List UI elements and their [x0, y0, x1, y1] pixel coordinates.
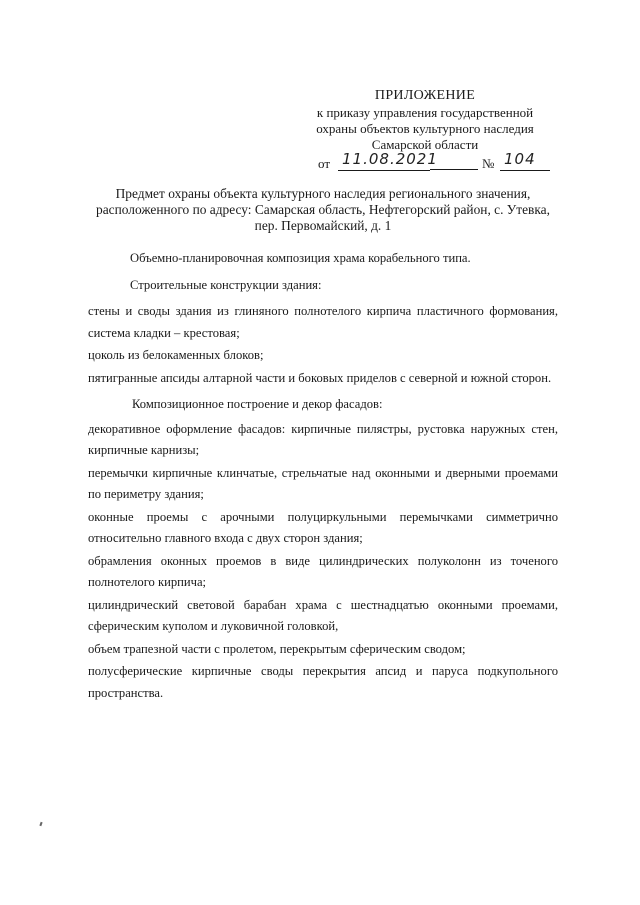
paragraph-lintels: перемычки кирпичные клинчатые, стрельчатые над оконными и дверными проемами по периметру здания;	[88, 465, 558, 501]
subject-line-2: расположенного по адресу: Самарская область, Нефтегорский район, с. Утевка,	[96, 202, 550, 217]
annex-line-2: охраны объектов культурного наследия	[316, 121, 534, 136]
paragraph-drum: цилиндрический световой барабан храма с шестнадцатью оконными проемами, сферическим куполом и луковичной головкой,	[88, 597, 558, 633]
paragraph-facade-decor: декоративное оформление фасадов: кирпичные пилястры, рустовка наружных стен, кирпичные карнизы;	[88, 421, 558, 457]
paragraph-refectory: объем трапезной части с пролетом, перекрытым сферическим сводом;	[88, 641, 466, 656]
order-date-number-line	[318, 152, 550, 174]
annex-header	[300, 88, 550, 153]
order-date-handwritten: 11.08.2021	[342, 150, 438, 168]
annex-line-1: к приказу управления государственной	[316, 105, 534, 120]
paragraph-composition: Объемно-планировочная композиция храма корабельного типа.	[130, 251, 471, 265]
order-number-handwritten: 104	[504, 150, 536, 168]
subject-line-1: Предмет охраны объекта культурного наследия регионального значения,	[115, 186, 531, 201]
subject-heading	[88, 186, 558, 234]
paragraph-walls: стены и своды здания из глиняного полнотелого кирпича пластичного формования, система кладки – крестовая;	[88, 304, 558, 340]
paragraph-vaults: полусферические кирпичные своды перекрытия апсид и паруса подкупольного пространства.	[88, 664, 558, 700]
paragraph-apses: пятигранные апсиды алтарной части и боковых приделов с северной и южной сторон.	[88, 370, 552, 385]
order-date-field	[338, 150, 438, 171]
annex-line-3: Самарской области	[371, 137, 479, 152]
document-body	[88, 248, 558, 705]
underline-gap	[430, 169, 478, 170]
paragraph-facades-heading: Композиционное построение и декор фасадов:	[132, 397, 383, 411]
number-label: №	[482, 156, 495, 171]
from-label: от	[318, 156, 331, 171]
paragraph-window-openings: оконные проемы с арочными полуциркульными перемычками симметрично относительно главного входа с двух сторон здания;	[88, 509, 558, 545]
subject-line-3: пер. Первомайский, д. 1	[254, 218, 392, 233]
paragraph-plinth: цоколь из белокаменных блоков;	[88, 348, 264, 362]
order-number-field	[500, 152, 550, 171]
paragraph-structures-heading: Строительные конструкции здания:	[130, 277, 322, 292]
annex-title: ПРИЛОЖЕНИЕ	[374, 88, 476, 103]
scan-speck	[39, 822, 42, 826]
paragraph-window-framing: обрамления оконных проемов в виде цилиндрических полуколонн из точеного полнотелого кирпича;	[88, 553, 558, 589]
